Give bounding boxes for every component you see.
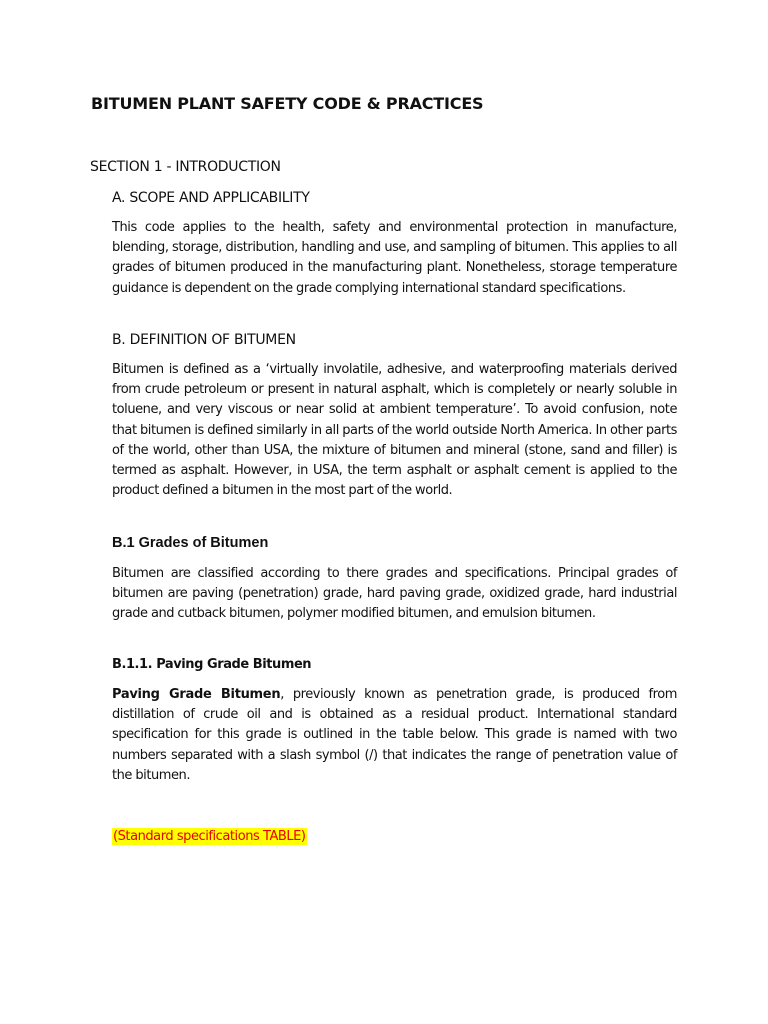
table-placeholder	[112, 827, 307, 847]
paving-grade-body-text: , previously known as penetration grade, is produced from distillation of crude oil and is obtained as a residual product. International standard specification for this grade is outlined in the table below. This grade is named with two numbers separated with a slash symbol (/) that indicates the range of penetration value of the bitumen.	[112, 687, 677, 783]
paving-grade-lead-term: Paving Grade Bitumen	[112, 687, 281, 702]
grades-paragraph: Bitumen are classified according to there grades and specifications. Principal grades of bitumen are paving (penetration) grade, hard paving grade, oxidized grade, hard industrial grade and cutback bitumen, polymer modified bitumen, and emulsion bitumen.	[112, 566, 677, 622]
grades-heading: B.1 Grades of Bitumen	[112, 535, 269, 551]
paving-grade-heading: B.1.1. Paving Grade Bitumen	[112, 657, 312, 672]
definition-heading: B. DEFINITION OF BITUMEN	[112, 332, 296, 348]
definition-paragraph: Bitumen is defined as a ‘virtually involatile, adhesive, and waterproofing materials derived from crude petroleum or present in natural asphalt, which is completely or nearly soluble in toluene, and very viscous or near solid at ambient temperature’. To avoid confusion, note that bitumen is defined similarly in all parts of the world outside North America. In other parts of the world, other than USA, the mixture of bitumen and mineral (stone, sand and filler) is termed as asphalt. However, in USA, the term asphalt or asphalt cement is applied to the product defined a bitumen in the most part of the world.	[112, 362, 677, 499]
scope-heading: A. SCOPE AND APPLICABILITY	[112, 190, 310, 206]
paving-grade-paragraph	[112, 685, 677, 786]
document-title: BITUMEN PLANT SAFETY CODE & PRACTICES	[91, 94, 484, 113]
section-1-heading: SECTION 1 - INTRODUCTION	[90, 159, 281, 175]
table-placeholder-highlight: (Standard specifications TABLE)	[113, 829, 306, 844]
scope-paragraph: This code applies to the health, safety and environmental protection in manufacture, blending, storage, distribution, handling and use, and sampling of bitumen. This applies to all grades of bitumen produced in the manufacturing plant. Nonetheless, storage temperature guidance is dependent on the grade complying international standard specifications.	[112, 220, 677, 296]
